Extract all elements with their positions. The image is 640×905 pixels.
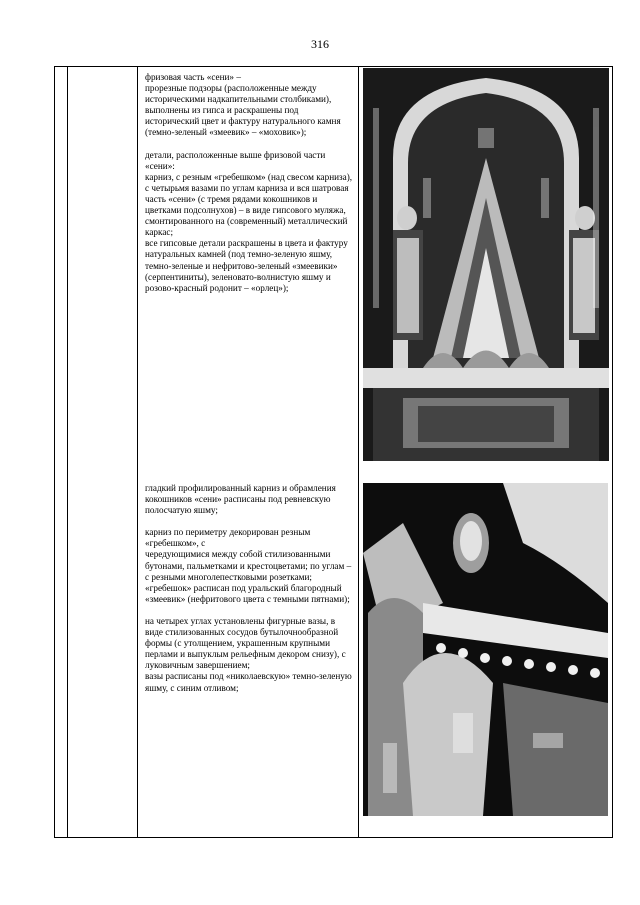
row2-paragraph-3: на четырех углах установлены фигурные вазы, в виде стилизованных сосудов бутылочнообразной формы (с утолщением, украшенным крупными перлами и выпуклым рельефным декором снизу), с луковичным завершением; вазы расписаны под «николаевскую» темно-зеленую яшму, с синим отливом;	[145, 615, 352, 693]
cornice-detail-photo	[363, 483, 608, 816]
row1-description	[145, 72, 355, 305]
row1-paragraph-1: фризовая часть «сени» – прорезные подзоры (расположенные между историческими надкапительными столбиками), выполнены из гипса и раскрашены под исторический цвет и фактуру натурального камня (темно-зеленый «змеевик» – «моховик»);	[145, 72, 341, 138]
row1-paragraph-2: детали, расположенные выше фризовой части «сени»: карниз, с резным «гребешком» (над свесом карниза), с четырьмя вазами по углам карниза и вся шатровая часть «сени» (с тремя рядами кокошников и цветками подсолнухов) – в виде гипсового муляжа, смонтированного на (современный) металлический каркас; все гипсовые детали раскрашены в цвета и фактуру натуральных камней (под темно-зеленую яшму, темно-зеленые и нефритово-зеленый «змеевики» (серпентиниты), зеленовато-волнистую яшму и розово-красный родонит – «орлец»);	[145, 149, 353, 293]
column-divider-3	[358, 67, 359, 837]
canopy-photo	[363, 68, 609, 461]
row2-description	[145, 483, 355, 705]
row2-paragraph-2: карниз по периметру декорирован резным «гребешком», с чередующимися между собой стилизованными бутонами, пальметками и крестоцветами; по углам – с резными многолепестковыми розетками; «гребешок» расписан под уральский благородный «змеевик» (нефритового цвета с темными пятнами);	[145, 527, 352, 604]
row2-paragraph-1: гладкий профилированный карниз и обрамления кокошников «сени» расписаны под ревневскую полосчатую яшму;	[145, 483, 336, 516]
column-divider-2	[137, 67, 138, 837]
column-divider-1	[67, 67, 68, 837]
page-number: 316	[311, 37, 329, 51]
